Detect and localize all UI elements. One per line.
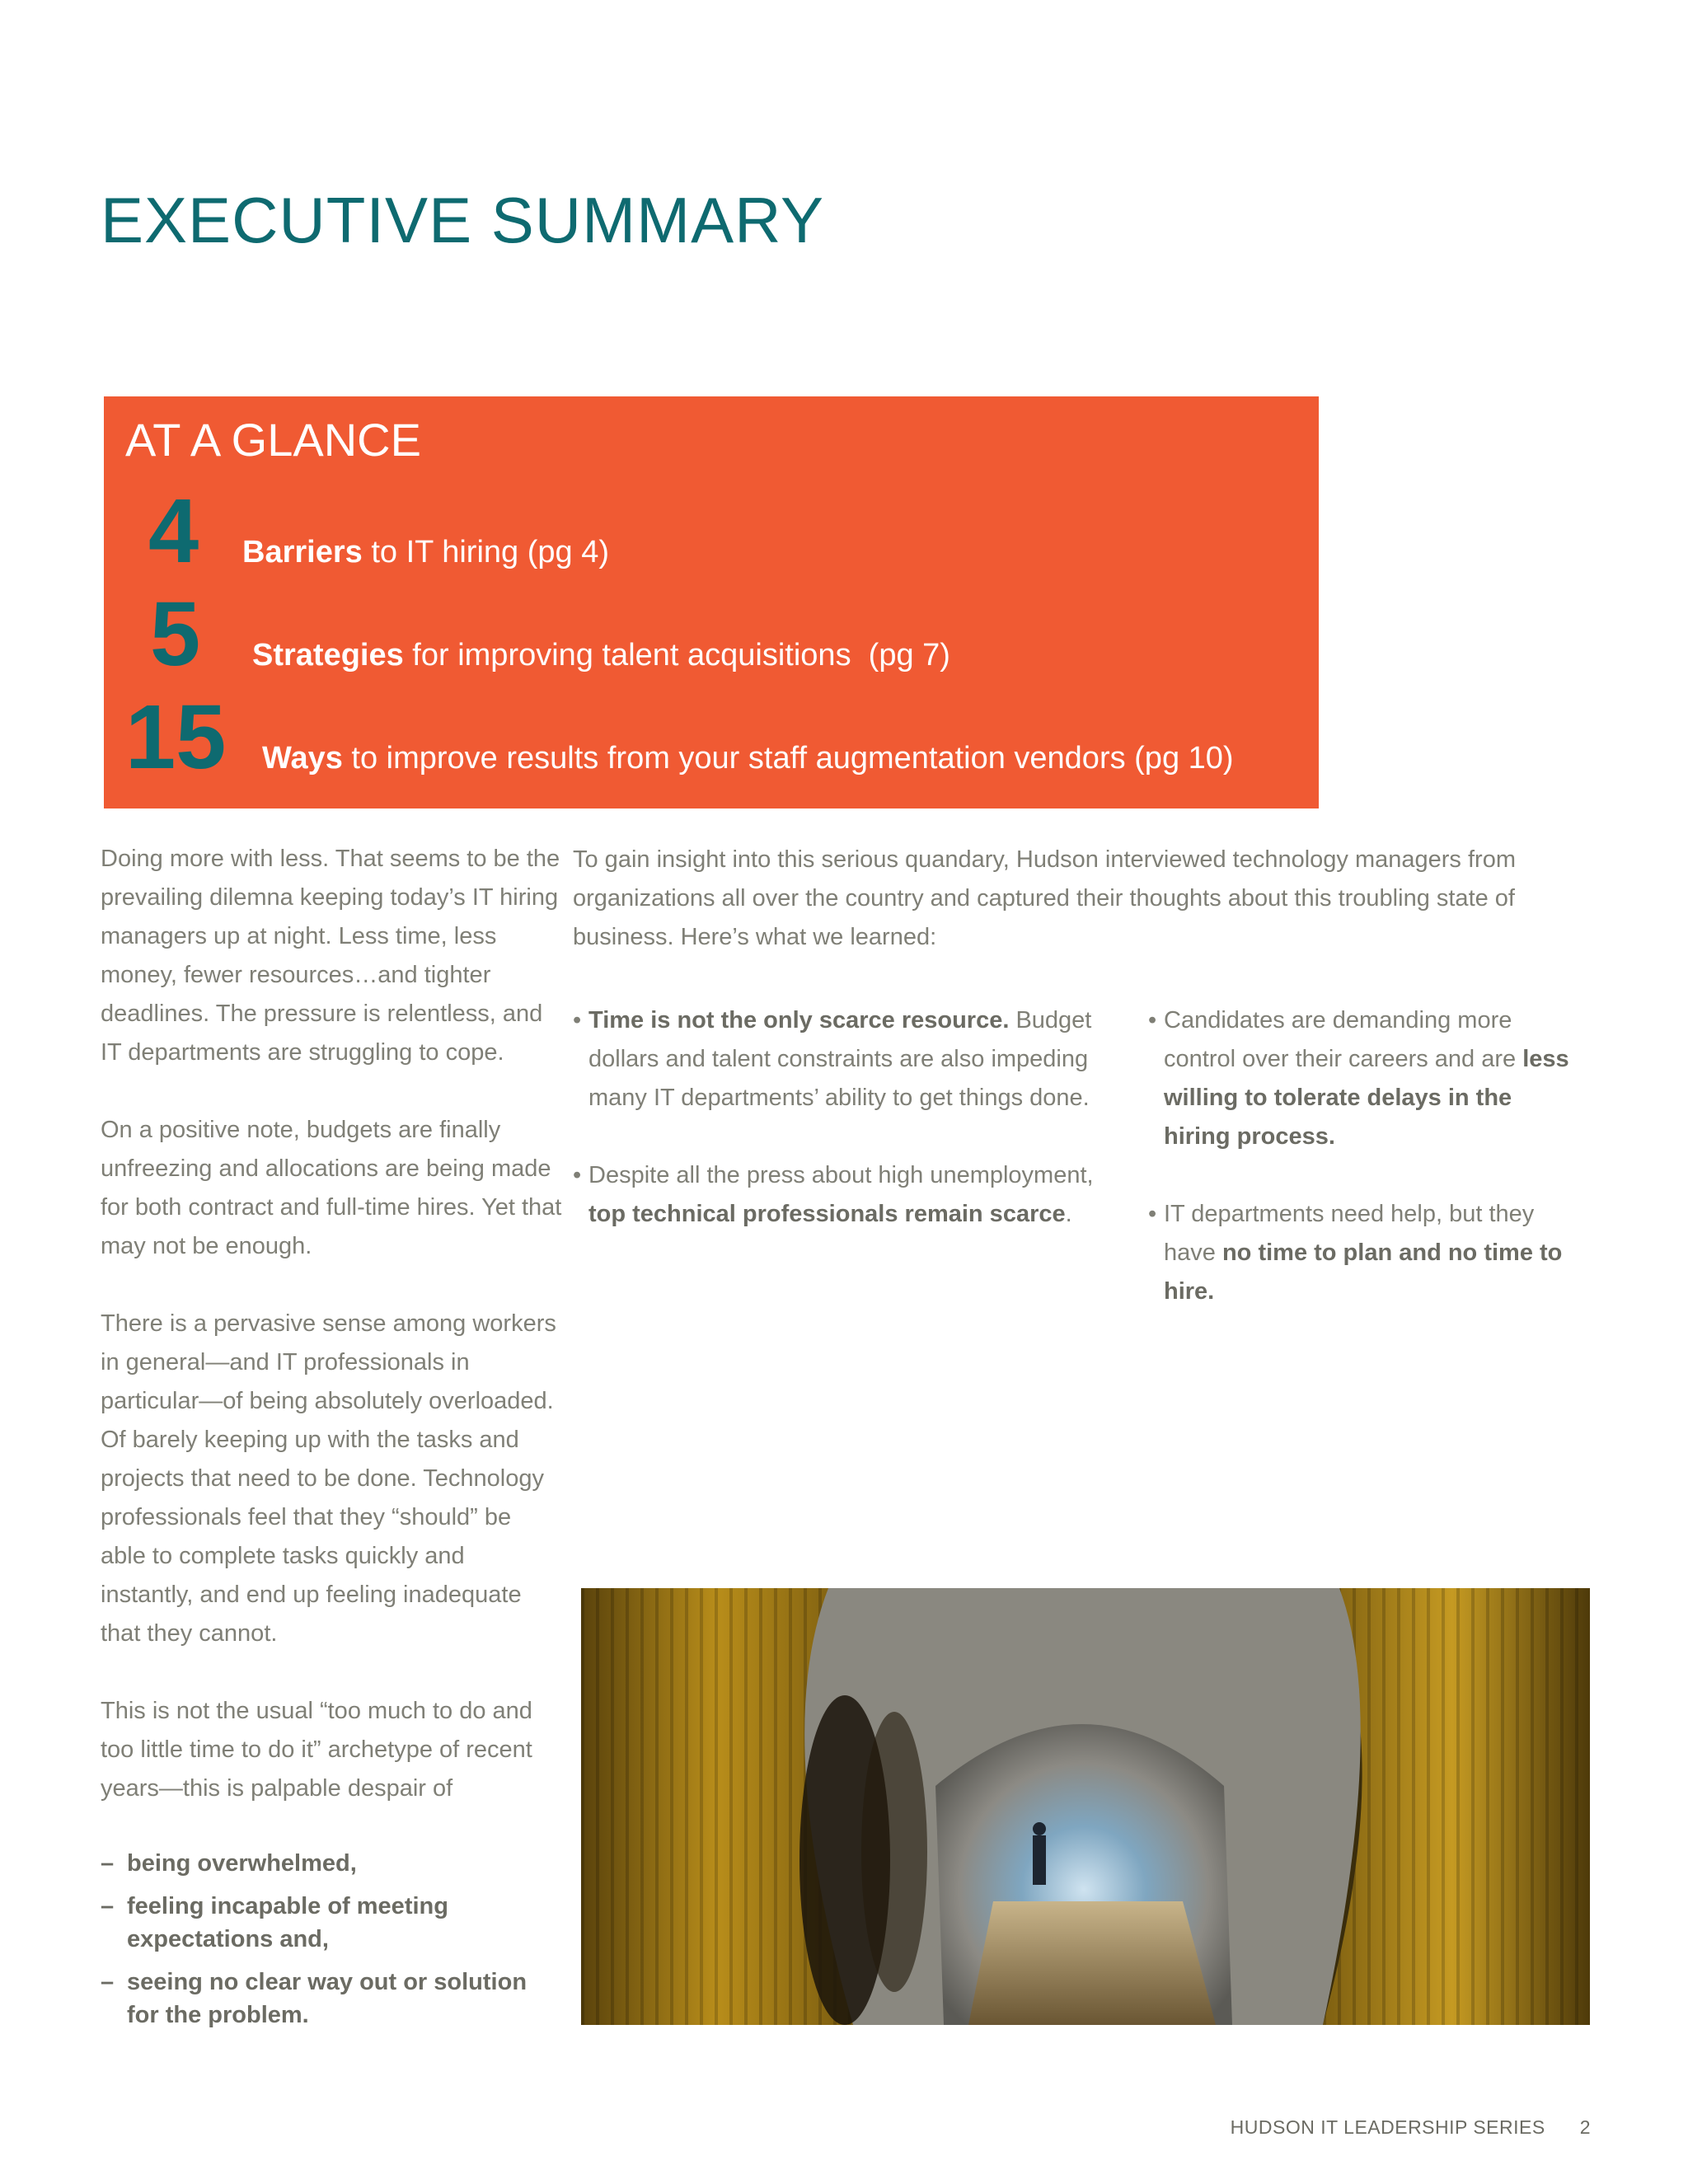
list-item: – seeing no clear way out or solution for the problem.	[101, 1969, 528, 2028]
paragraph: There is a pervasive sense among workers in general—and IT professionals in particular—of being absolutely overloaded. Of barely keeping up with the tasks and projects that need to be done. Technology professionals feel that they “should” be able to complete tasks quickly and instantly, and end up feeling inadequate that they cannot.	[101, 1310, 556, 1647]
finding-bullet: • Despite all the press about high unemployment, top technical professionals remain scarce.	[573, 1162, 1094, 1227]
stat-number: 15	[125, 687, 227, 788]
despair-list	[101, 1847, 562, 2032]
footer-series: HUDSON IT LEADERSHIP SERIES	[1230, 2116, 1545, 2138]
at-a-glance-box	[104, 396, 1319, 808]
intro-paragraph: To gain insight into this serious quandary, Hudson interviewed technology managers from organizations all over the country and captured their thoughts about this troubling state of business. Here’s what we learned:	[573, 846, 1516, 950]
finding-bullet: • IT departments need help, but they have no time to plan and no time to hire.	[1148, 1201, 1563, 1305]
findings-column-left	[573, 1001, 1117, 1272]
glance-stat-ways	[104, 685, 1319, 790]
glance-stat-strategies	[104, 582, 1319, 687]
list-item: – feeling incapable of meeting expectations and,	[101, 1893, 448, 1952]
footer	[1231, 2116, 1591, 2139]
finding-bullet: • Time is not the only scarce resource. Budget dollars and talent constraints are also impeding many IT departments’ ability to get things done.	[573, 1007, 1092, 1111]
paragraph: On a positive note, budgets are finally unfreezing and allocations are being made for both contract and full-time hires. Yet that may not be enough.	[101, 1117, 562, 1259]
stat-text: Barriers to IT hiring (pg 4)	[242, 535, 609, 569]
page-number: 2	[1579, 2116, 1591, 2138]
list-item: – being overwhelmed,	[101, 1850, 357, 1877]
finding-bullet: • Candidates are demanding more control over their careers and are less willing to tolerate delays in the hiring process.	[1148, 1007, 1569, 1150]
at-a-glance-title: AT A GLANCE	[125, 414, 421, 466]
tunnel-image	[581, 1588, 1590, 2025]
findings-column-right	[1148, 1001, 1577, 1350]
page-title: EXECUTIVE SUMMARY	[101, 184, 825, 256]
stat-number: 5	[150, 583, 201, 685]
stat-number: 4	[148, 480, 199, 582]
glance-stat-barriers	[104, 479, 1319, 583]
tunnel-photo	[581, 1588, 1590, 2025]
paragraph: Doing more with less. That seems to be the prevailing dilemna keeping today’s IT hiring managers up at night. Less time, less money, fewer resources…and tighter deadlines. The pressure is relentless, and IT departments are struggling to cope.	[101, 846, 560, 1066]
paragraph: This is not the usual “too much to do and too little time to do it” archetype of recent years—this is palpable despair of	[101, 1698, 532, 1802]
stat-text: Ways to improve results from your staff augmentation vendors (pg 10)	[262, 741, 1234, 776]
left-column	[101, 840, 562, 2041]
stat-text: Strategies for improving talent acquisitions (pg 7)	[252, 638, 950, 673]
